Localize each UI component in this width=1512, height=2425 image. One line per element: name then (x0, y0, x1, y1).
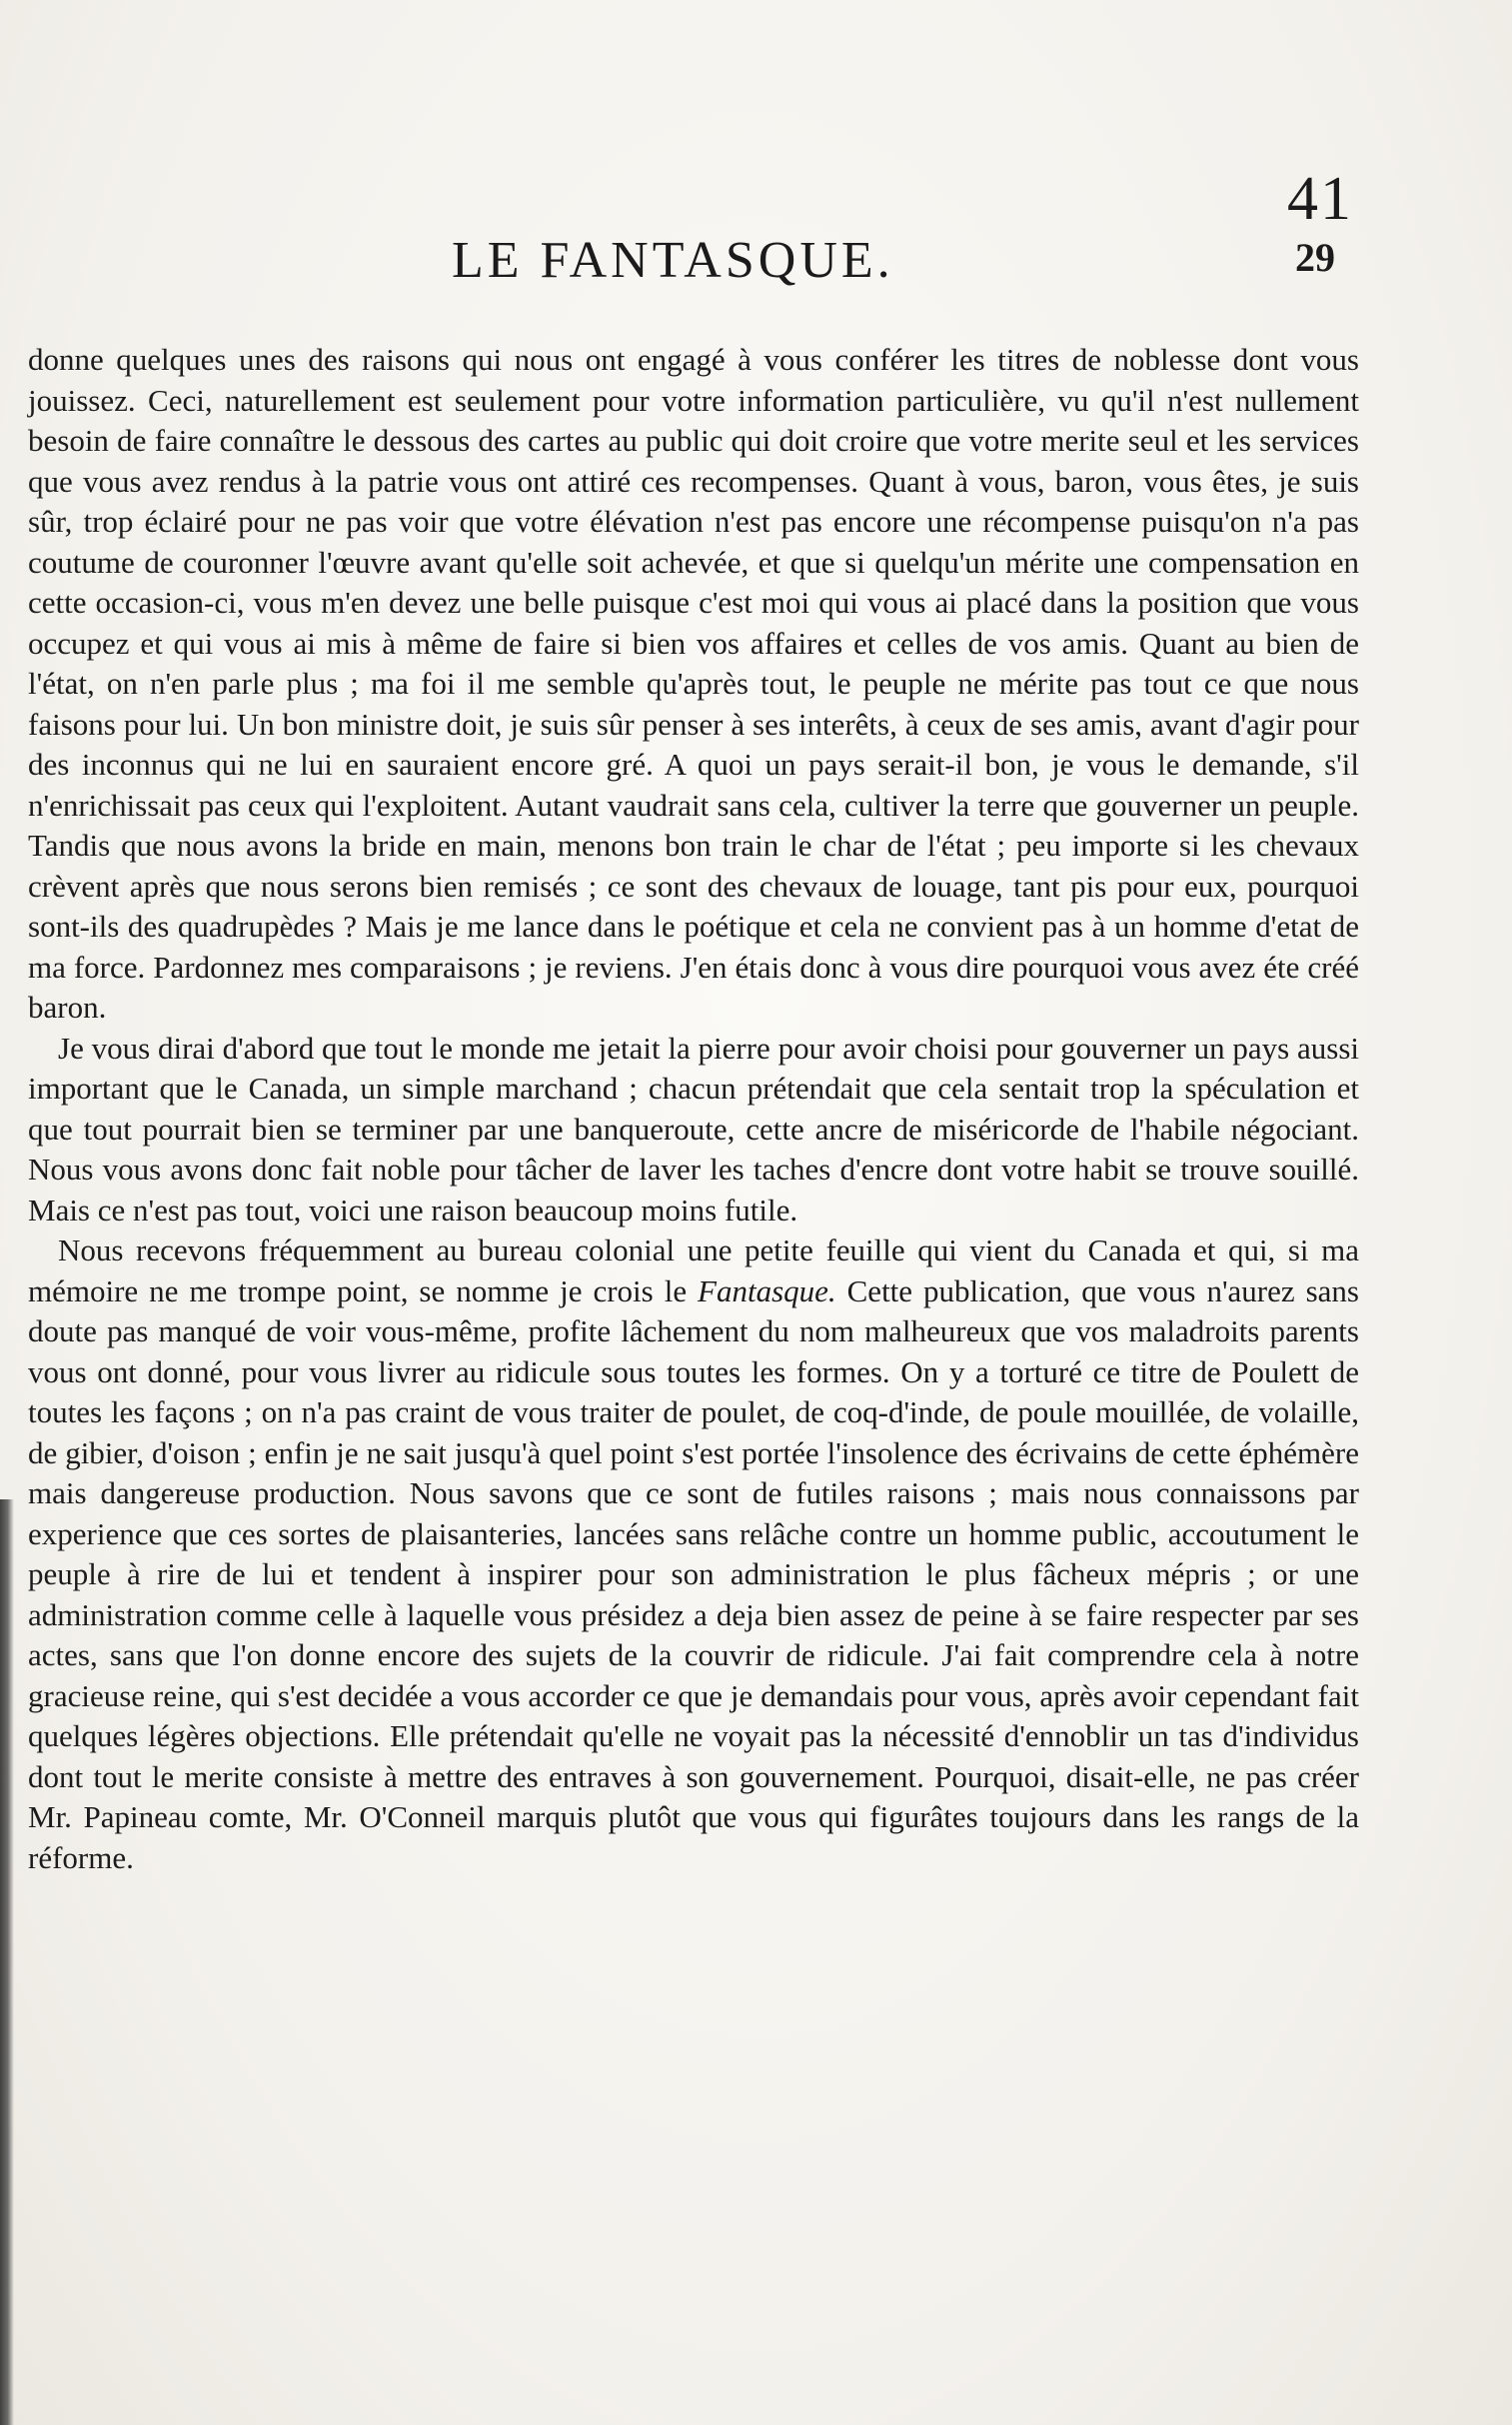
paragraph-3-text-b: Cette publication, que vous n'aurez sans doute pas manqué de voir vous-même, profite lâchement du nom malheureux que vos maladroits parents vous ont donné, pour vous livrer au ridicule sous toutes les formes. On y a torturé ce titre de Poulett de toutes les façons ; on n'a pas craint de vous traiter de poulet, de coq-d'inde, de poule mouillée, de volaille, de gibier, d'oison ; enfin je ne sait jusqu'à quel point s'est portée l'insolence des écrivains de cette éphémère mais dangereuse production. Nous savons que ce sont de futiles raisons ; mais nous connaissons par experience que ces sortes de plaisanteries, lancées sans relâche contre un homme public, accoutument le peuple à rire de lui et tendent à inspirer pour son administration le plus fâcheux mépris ; or une administration comme celle à laquelle vous présidez a deja bien assez de peine à se faire respecter par ses actes, sans que l'on donne encore des sujets de la couvrir de ridicule. J'ai fait comprendre cela à notre gracieuse reine, qui s'est decidée a vous accorder ce que je demandais pour vous, après avoir cependant fait quelques légères objections. Elle prétendait qu'elle ne voyait pas la nécessité d'ennoblir un tas d'individus dont tout le merite consiste à mettre des entraves à son gouvernement. Pourquoi, disait-elle, ne pas créer Mr. Papineau comte, Mr. O'Conneil marquis plutôt que vous qui figurâtes toujours dans les rangs de la réforme. (28, 1272, 1359, 1875)
page-binding-shadow (0, 1499, 14, 2425)
running-title: LE FANTASQUE. (452, 232, 894, 289)
paragraph-3 (28, 1230, 1359, 1878)
page-header (0, 0, 1512, 340)
handwritten-page-number: 41 (1287, 165, 1353, 233)
article-body (28, 340, 1359, 1878)
paragraph-1: donne quelques unes des raisons qui nous ont engagé à vous conférer les titres de noblesse dont vous jouissez. Ceci, naturellement est seulement pour votre information particulière, vu qu'il n'est nullement besoin de faire connaître le dessous des cartes au public qui doit croire que votre merite seul et les services que vous avez rendus à la patrie vous ont attiré ces recompenses. Quant à vous, baron, vous êtes, je suis sûr, trop éclairé pour ne pas voir que votre élévation n'est pas encore une récompense puisqu'on n'a pas coutume de couronner l'œuvre avant qu'elle soit achevée, et que si quelqu'un mérite une compensation en cette occasion-ci, vous m'en devez une belle puisque c'est moi qui vous ai placé dans la position que vous occupez et qui vous ai mis à même de faire si bien vos affaires et celles de vos amis. Quant au bien de l'état, on n'en parle plus ; ma foi il me semble qu'après tout, le peuple ne mérite pas tout ce que nous faisons pour lui. Un bon ministre doit, je suis sûr penser à ses interêts, à ceux de ses amis, avant d'agir pour des inconnus qui ne lui en sauraient encore gré. A quoi un pays serait-il bon, je vous le demande, s'il n'enrichissait pas ceux qui l'exploitent. Autant vaudrait sans cela, cultiver la terre que gouverner un peuple. Tandis que nous avons la bride en main, menons bon train le char de l'état ; peu importe si les chevaux crèvent après que nous serons bien remisés ; ce sont des chevaux de louage, tant pis pour eux, pourquoi sont-ils des quadrupèdes ? Mais je me lance dans le poétique et cela ne convient pas à un homme d'etat de ma force. Pardonnez mes comparaisons ; je reviens. J'en étais donc à vous dire pourquoi vous avez éte créé baron. (28, 342, 1359, 1025)
printed-page-number: 29 (1295, 235, 1335, 280)
paragraph-3-text-a: Nous recevons fréquemment au bureau colonial une petite feuille qui vient du Canada et qui, si ma mémoire ne me trompe point, se nomme je crois le (28, 1232, 1359, 1308)
paragraph-3-italic-title: Fantasque. (698, 1272, 836, 1308)
paragraph-2: Je vous dirai d'abord que tout le monde me jetait la pierre pour avoir choisi pour gouverner un pays aussi important que le Canada, un simple marchand ; chacun prétendait que cela sentait trop la spéculation et que tout pourrait bien se terminer par une banqueroute, cette ancre de miséricorde de l'habile négociant. Nous vous avons donc fait noble pour tâcher de laver les taches d'encre dont votre habit se trouve souillé. Mais ce n'est pas tout, voici une raison beaucoup moins futile. (28, 1030, 1359, 1227)
